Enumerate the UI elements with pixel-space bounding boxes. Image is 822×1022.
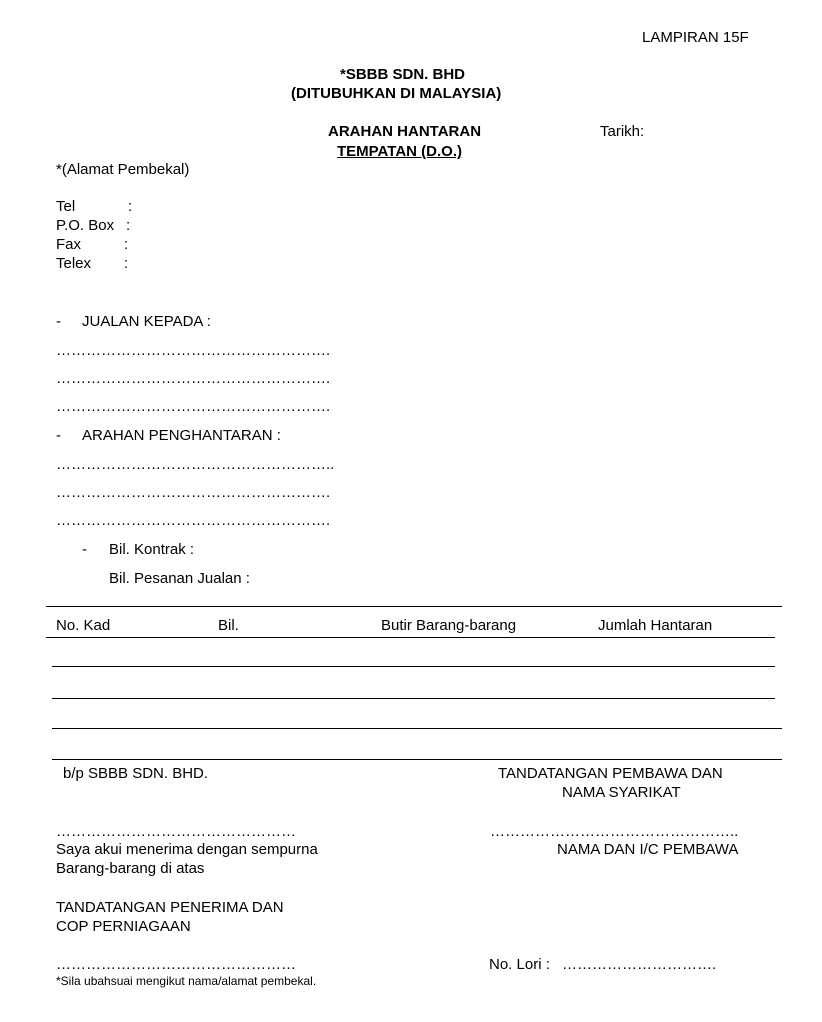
document-subtitle: TEMPATAN (D.O.) [337, 143, 462, 160]
business-stamp-label: COP PERNIAGAAN [56, 918, 191, 935]
recipient-signature-line: ………………………………………… [56, 956, 296, 973]
contract-number-label: Bil. Kontrak : [109, 541, 195, 558]
signature-line-right: ………………………………………….. [490, 823, 739, 840]
company-name: *SBBB SDN. BHD [340, 66, 466, 83]
delivery-line: ………………………………………………. [56, 484, 331, 501]
supplier-address-label: *(Alamat Pembekal) [56, 161, 190, 178]
table-row-line [52, 698, 775, 699]
pobox-colon: : [126, 217, 131, 234]
table-top-rule [46, 606, 782, 607]
sell-to-line: ………………………………………………. [56, 370, 331, 387]
contract-dash: - [82, 541, 87, 558]
lorry-number-label: No. Lori : [489, 956, 550, 973]
document-title: ARAHAN HANTARAN [328, 123, 482, 140]
footnote: *Sila ubahsuai mengikut nama/alamat pembekal. [56, 974, 317, 988]
delivery-label: ARAHAN PENGHANTARAN : [82, 427, 281, 444]
sell-to-label: JUALAN KEPADA : [82, 313, 211, 330]
signature-line-left: ………………………………………… [56, 823, 296, 840]
tel-label: Tel [56, 198, 76, 215]
lorry-number-line: …………………………. [562, 956, 717, 973]
table-bottom-rule [52, 759, 782, 760]
pobox-label: P.O. Box [56, 217, 115, 234]
sell-to-line: ………………………………………………. [56, 398, 331, 415]
appendix-label: LAMPIRAN 15F [642, 29, 749, 46]
sales-order-number-label: Bil. Pesanan Jualan : [109, 570, 250, 587]
incorporation-note: (DITUBUHKAN DI MALAYSIA) [291, 85, 502, 102]
sell-to-dash: - [56, 313, 61, 330]
tel-colon: : [128, 198, 133, 215]
table-row-line [52, 666, 775, 667]
acknowledgement-text: Saya akui menerima dengan sempurna [56, 841, 318, 858]
carrier-signature-label: TANDATANGAN PEMBAWA DAN [498, 765, 723, 782]
carrier-name-ic-label: NAMA DAN I/C PEMBAWA [557, 841, 739, 858]
recipient-signature-label: TANDATANGAN PENERIMA DAN [56, 899, 284, 916]
delivery-line: ……………………………………………….. [56, 456, 335, 473]
column-header-delivery-total: Jumlah Hantaran [598, 617, 713, 634]
column-header-number: Bil. [218, 617, 239, 634]
date-label: Tarikh: [600, 123, 645, 140]
column-header-item-details: Butir Barang-barang [381, 617, 517, 634]
column-header-card-no: No. Kad [56, 617, 111, 634]
telex-colon: : [124, 255, 129, 272]
acknowledgement-text-2: Barang-barang di atas [56, 860, 205, 877]
delivery-line: ………………………………………………. [56, 512, 331, 529]
on-behalf-label: b/p SBBB SDN. BHD. [63, 765, 209, 782]
telex-label: Telex [56, 255, 92, 272]
fax-label: Fax [56, 236, 82, 253]
table-header-rule [46, 637, 775, 638]
fax-colon: : [124, 236, 129, 253]
carrier-company-label: NAMA SYARIKAT [562, 784, 681, 801]
table-row-line [52, 728, 782, 729]
sell-to-line: ………………………………………………. [56, 342, 331, 359]
delivery-dash: - [56, 427, 61, 444]
